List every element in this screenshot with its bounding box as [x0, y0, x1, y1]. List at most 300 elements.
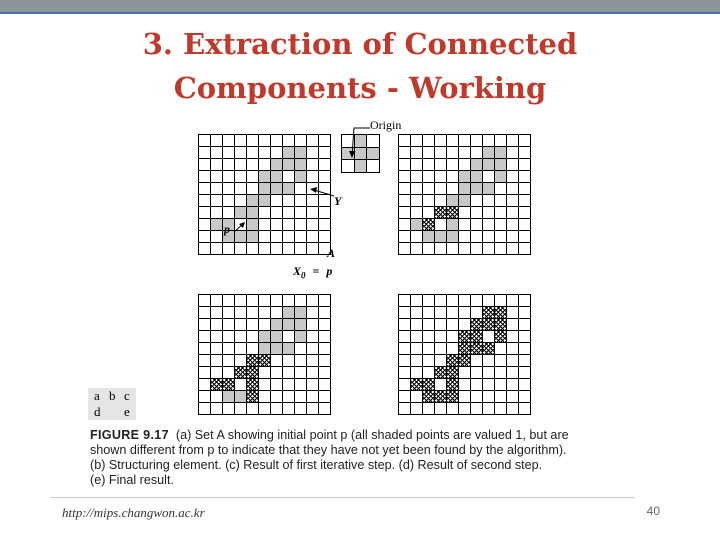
grid-cell — [271, 183, 283, 195]
grid-cell — [423, 355, 435, 367]
grid-cell — [295, 355, 307, 367]
grid-cell — [447, 367, 459, 379]
grid-cell — [459, 295, 471, 307]
grid-cell — [355, 160, 368, 173]
grid-cell — [483, 355, 495, 367]
grid-cell — [223, 135, 235, 147]
grid-cell — [319, 391, 331, 403]
grid-cell — [235, 207, 247, 219]
panel-e-final-result-grid — [398, 294, 531, 415]
y-label: Y — [334, 194, 342, 208]
grid-cell — [211, 319, 223, 331]
grid-cell — [399, 171, 411, 183]
grid-cell — [259, 243, 271, 255]
grid-cell — [483, 183, 495, 195]
panel-c-first-step-grid — [398, 134, 531, 255]
grid-cell — [399, 147, 411, 159]
grid-cell — [283, 159, 295, 171]
grid-cell — [283, 147, 295, 159]
grid-cell — [507, 195, 519, 207]
grid-cell — [247, 207, 259, 219]
grid-cell — [519, 207, 531, 219]
subplot-label-key — [88, 388, 136, 420]
grid-cell — [435, 183, 447, 195]
grid-cell — [211, 243, 223, 255]
figure-caption — [90, 428, 635, 488]
grid-cell — [447, 243, 459, 255]
grid-cell — [495, 159, 507, 171]
grid-cell — [307, 307, 319, 319]
grid-cell — [223, 307, 235, 319]
grid-cell — [307, 355, 319, 367]
grid-cell — [211, 231, 223, 243]
grid-cell — [247, 367, 259, 379]
grid-cell — [283, 135, 295, 147]
grid-cell — [459, 231, 471, 243]
grid-cell — [247, 183, 259, 195]
grid-cell — [283, 231, 295, 243]
grid-cell — [435, 231, 447, 243]
grid-cell — [247, 391, 259, 403]
grid-cell — [519, 159, 531, 171]
grid-cell — [235, 159, 247, 171]
grid-cell — [495, 243, 507, 255]
grid-cell — [235, 319, 247, 331]
grid-cell — [471, 295, 483, 307]
grid-cell — [307, 219, 319, 231]
grid-cell — [235, 171, 247, 183]
grid-cell — [423, 159, 435, 171]
grid-cell — [447, 295, 459, 307]
grid-cell — [223, 343, 235, 355]
grid-cell — [211, 195, 223, 207]
grid-cell — [259, 391, 271, 403]
grid-cell — [319, 403, 331, 415]
grid-cell — [507, 135, 519, 147]
grid-cell — [519, 171, 531, 183]
x0-equation — [293, 264, 332, 280]
grid-cell — [223, 355, 235, 367]
grid-cell — [423, 367, 435, 379]
grid-cell — [435, 135, 447, 147]
grid-cell — [471, 183, 483, 195]
grid-cell — [259, 343, 271, 355]
grid-cell — [507, 403, 519, 415]
grid-cell — [495, 231, 507, 243]
grid-cell — [459, 343, 471, 355]
slide-title — [0, 22, 720, 110]
grid-cell — [199, 355, 211, 367]
grid-cell — [247, 159, 259, 171]
grid-cell — [271, 379, 283, 391]
grid-cell — [247, 343, 259, 355]
grid-cell — [271, 367, 283, 379]
grid-cell — [471, 207, 483, 219]
grid-cell — [507, 159, 519, 171]
grid-cell — [283, 195, 295, 207]
grid-cell — [423, 243, 435, 255]
point-p-label: p — [224, 222, 230, 236]
subplot-label-a: a — [94, 388, 100, 403]
grid-cell — [211, 331, 223, 343]
grid-cell — [483, 295, 495, 307]
grid-cell — [519, 295, 531, 307]
grid-cell — [519, 307, 531, 319]
grid-cell — [199, 243, 211, 255]
grid-cell — [447, 331, 459, 343]
grid-cell — [423, 219, 435, 231]
grid-cell — [199, 159, 211, 171]
grid-cell — [519, 243, 531, 255]
grid-cell — [495, 195, 507, 207]
grid-cell — [459, 147, 471, 159]
grid-cell — [342, 160, 355, 173]
grid-cell — [247, 219, 259, 231]
grid-cell — [423, 231, 435, 243]
grid-cell — [295, 243, 307, 255]
grid-cell — [471, 355, 483, 367]
grid-cell — [495, 307, 507, 319]
grid-cell — [295, 135, 307, 147]
grid-cell — [259, 231, 271, 243]
caption-text-1: (a) Set A showing initial point p (all shaded points are valued 1, but are — [175, 428, 569, 442]
grid-cell — [199, 135, 211, 147]
grid-cell — [483, 195, 495, 207]
slide-title-line-1: 3. Extraction of Connected — [142, 27, 578, 61]
grid-cell — [519, 147, 531, 159]
grid-cell — [459, 195, 471, 207]
grid-cell — [495, 343, 507, 355]
grid-cell — [259, 403, 271, 415]
grid-cell — [471, 243, 483, 255]
grid-cell — [319, 159, 331, 171]
grid-cell — [259, 307, 271, 319]
grid-cell — [223, 159, 235, 171]
grid-cell — [399, 219, 411, 231]
grid-cell — [223, 195, 235, 207]
grid-cell — [447, 183, 459, 195]
grid-cell — [247, 295, 259, 307]
grid-cell — [483, 367, 495, 379]
grid-cell — [459, 207, 471, 219]
grid-cell — [495, 331, 507, 343]
grid-cell — [507, 367, 519, 379]
grid-cell — [483, 319, 495, 331]
grid-cell — [211, 171, 223, 183]
grid-cell — [471, 135, 483, 147]
grid-cell — [223, 243, 235, 255]
grid-cell — [259, 183, 271, 195]
grid-cell — [483, 135, 495, 147]
grid-cell — [319, 379, 331, 391]
grid-cell — [495, 379, 507, 391]
grid-cell — [211, 355, 223, 367]
grid-cell — [519, 403, 531, 415]
grid-cell — [423, 207, 435, 219]
grid-cell — [411, 295, 423, 307]
grid-cell — [411, 207, 423, 219]
grid-cell — [495, 319, 507, 331]
top-bar — [0, 0, 720, 12]
grid-cell — [295, 379, 307, 391]
grid-cell — [271, 147, 283, 159]
grid-cell — [507, 183, 519, 195]
grid-cell — [435, 195, 447, 207]
grid-cell — [283, 331, 295, 343]
grid-cell — [459, 379, 471, 391]
origin-arrow-icon — [344, 122, 374, 162]
grid-cell — [283, 355, 295, 367]
grid-cell — [223, 331, 235, 343]
grid-cell — [399, 135, 411, 147]
grid-cell — [423, 379, 435, 391]
grid-cell — [507, 147, 519, 159]
grid-cell — [411, 319, 423, 331]
grid-cell — [519, 355, 531, 367]
grid-cell — [471, 379, 483, 391]
grid-cell — [423, 183, 435, 195]
caption-figure-label: FIGURE 9.17 — [90, 428, 169, 442]
grid-cell — [199, 219, 211, 231]
grid-cell — [411, 379, 423, 391]
grid-cell — [247, 331, 259, 343]
grid-cell — [283, 343, 295, 355]
grid-cell — [307, 147, 319, 159]
grid-cell — [271, 195, 283, 207]
grid-cell — [411, 355, 423, 367]
grid-cell — [519, 331, 531, 343]
grid-cell — [447, 159, 459, 171]
grid-cell — [199, 319, 211, 331]
grid-cell — [199, 183, 211, 195]
grid-cell — [247, 147, 259, 159]
grid-cell — [307, 331, 319, 343]
grid-cell — [259, 195, 271, 207]
grid-cell — [211, 343, 223, 355]
grid-cell — [399, 207, 411, 219]
grid-cell — [483, 219, 495, 231]
grid-cell — [411, 171, 423, 183]
grid-cell — [211, 183, 223, 195]
grid-cell — [483, 171, 495, 183]
grid-cell — [307, 231, 319, 243]
grid-cell — [519, 319, 531, 331]
grid-cell — [283, 295, 295, 307]
grid-cell — [459, 355, 471, 367]
caption-line-2: shown different from p to indicate that they have not yet been found by the algorithm). — [90, 443, 567, 457]
grid-cell — [483, 307, 495, 319]
x0-symbol: X — [293, 264, 302, 278]
grid-cell — [519, 231, 531, 243]
grid-cell — [247, 231, 259, 243]
grid-cell — [319, 135, 331, 147]
grid-cell — [235, 331, 247, 343]
grid-cell — [235, 403, 247, 415]
grid-cell — [435, 379, 447, 391]
grid-cell — [283, 243, 295, 255]
grid-cell — [211, 295, 223, 307]
grid-cell — [295, 147, 307, 159]
grid-cell — [459, 367, 471, 379]
grid-cell — [199, 231, 211, 243]
grid-cell — [483, 331, 495, 343]
grid-cell — [447, 135, 459, 147]
grid-cell — [235, 367, 247, 379]
grid-cell — [423, 307, 435, 319]
grid-cell — [319, 355, 331, 367]
grid-cell — [447, 343, 459, 355]
grid-cell — [223, 403, 235, 415]
grid-cell — [283, 207, 295, 219]
grid-cell — [247, 319, 259, 331]
grid-cell — [307, 403, 319, 415]
grid-cell — [435, 243, 447, 255]
grid-cell — [471, 147, 483, 159]
grid-cell — [399, 319, 411, 331]
grid-cell — [295, 367, 307, 379]
grid-cell — [459, 319, 471, 331]
grid-cell — [423, 391, 435, 403]
grid-cell — [399, 343, 411, 355]
grid-cell — [435, 343, 447, 355]
grid-cell — [319, 207, 331, 219]
grid-cell — [411, 159, 423, 171]
grid-cell — [411, 403, 423, 415]
grid-cell — [259, 379, 271, 391]
grid-cell — [319, 343, 331, 355]
grid-cell — [423, 135, 435, 147]
grid-cell — [519, 391, 531, 403]
grid-cell — [399, 367, 411, 379]
grid-cell — [399, 355, 411, 367]
grid-cell — [259, 147, 271, 159]
grid-cell — [247, 379, 259, 391]
grid-cell — [399, 331, 411, 343]
grid-cell — [271, 319, 283, 331]
grid-cell — [259, 219, 271, 231]
grid-cell — [319, 171, 331, 183]
grid-cell — [211, 147, 223, 159]
grid-cell — [247, 243, 259, 255]
set-a-label: A — [327, 246, 336, 260]
x0-subscript: 0 — [301, 270, 306, 281]
grid-cell — [199, 391, 211, 403]
grid-cell — [447, 355, 459, 367]
grid-cell — [271, 331, 283, 343]
grid-cell — [423, 147, 435, 159]
grid-cell — [235, 307, 247, 319]
grid-cell — [507, 379, 519, 391]
grid-cell — [283, 379, 295, 391]
grid-cell — [199, 147, 211, 159]
grid-cell — [447, 147, 459, 159]
grid-cell — [211, 307, 223, 319]
grid-cell — [519, 183, 531, 195]
grid-cell — [283, 171, 295, 183]
grid-cell — [507, 355, 519, 367]
grid-cell — [319, 367, 331, 379]
grid-cell — [495, 295, 507, 307]
grid-cell — [435, 331, 447, 343]
grid-cell — [507, 331, 519, 343]
grid-cell — [399, 243, 411, 255]
grid-cell — [283, 367, 295, 379]
grid-cell — [471, 367, 483, 379]
grid-cell — [507, 207, 519, 219]
grid-cell — [447, 171, 459, 183]
grid-cell — [411, 147, 423, 159]
grid-cell — [307, 343, 319, 355]
grid-cell — [271, 135, 283, 147]
grid-cell — [199, 207, 211, 219]
grid-cell — [235, 147, 247, 159]
grid-cell — [283, 403, 295, 415]
grid-cell — [235, 183, 247, 195]
grid-cell — [295, 307, 307, 319]
grid-cell — [423, 403, 435, 415]
grid-cell — [271, 343, 283, 355]
grid-cell — [471, 331, 483, 343]
grid-cell — [199, 307, 211, 319]
grid-cell — [411, 331, 423, 343]
grid-cell — [259, 135, 271, 147]
grid-cell — [295, 403, 307, 415]
grid-cell — [295, 171, 307, 183]
grid-cell — [471, 343, 483, 355]
grid-cell — [247, 195, 259, 207]
grid-cell — [283, 319, 295, 331]
grid-cell — [295, 231, 307, 243]
grid-cell — [447, 403, 459, 415]
grid-cell — [495, 207, 507, 219]
grid-cell — [247, 355, 259, 367]
grid-cell — [271, 391, 283, 403]
caption-line-3: (b) Structuring element. (c) Result of first iterative step. (d) Result of second step. — [90, 458, 543, 472]
caption-line-4: (e) Final result. — [90, 473, 174, 487]
panel-d-second-step-grid — [198, 294, 331, 415]
grid-cell — [411, 183, 423, 195]
grid-cell — [423, 319, 435, 331]
grid-cell — [471, 391, 483, 403]
grid-cell — [295, 319, 307, 331]
grid-cell — [247, 171, 259, 183]
grid-cell — [307, 207, 319, 219]
grid-cell — [295, 219, 307, 231]
grid-cell — [259, 207, 271, 219]
grid-cell — [519, 343, 531, 355]
grid-cell — [199, 403, 211, 415]
grid-cell — [435, 295, 447, 307]
grid-cell — [483, 403, 495, 415]
grid-cell — [495, 391, 507, 403]
grid-cell — [471, 231, 483, 243]
grid-cell — [507, 307, 519, 319]
grid-cell — [295, 343, 307, 355]
grid-cell — [319, 295, 331, 307]
grid-cell — [411, 391, 423, 403]
grid-cell — [223, 147, 235, 159]
grid-cell — [399, 379, 411, 391]
grid-cell — [283, 307, 295, 319]
subplot-label-b: b — [109, 388, 116, 403]
grid-cell — [271, 295, 283, 307]
grid-cell — [199, 367, 211, 379]
grid-cell — [199, 331, 211, 343]
grid-cell — [423, 331, 435, 343]
grid-cell — [235, 135, 247, 147]
grid-cell — [247, 307, 259, 319]
footer-url-link[interactable]: http://mips.changwon.ac.kr — [62, 505, 205, 520]
